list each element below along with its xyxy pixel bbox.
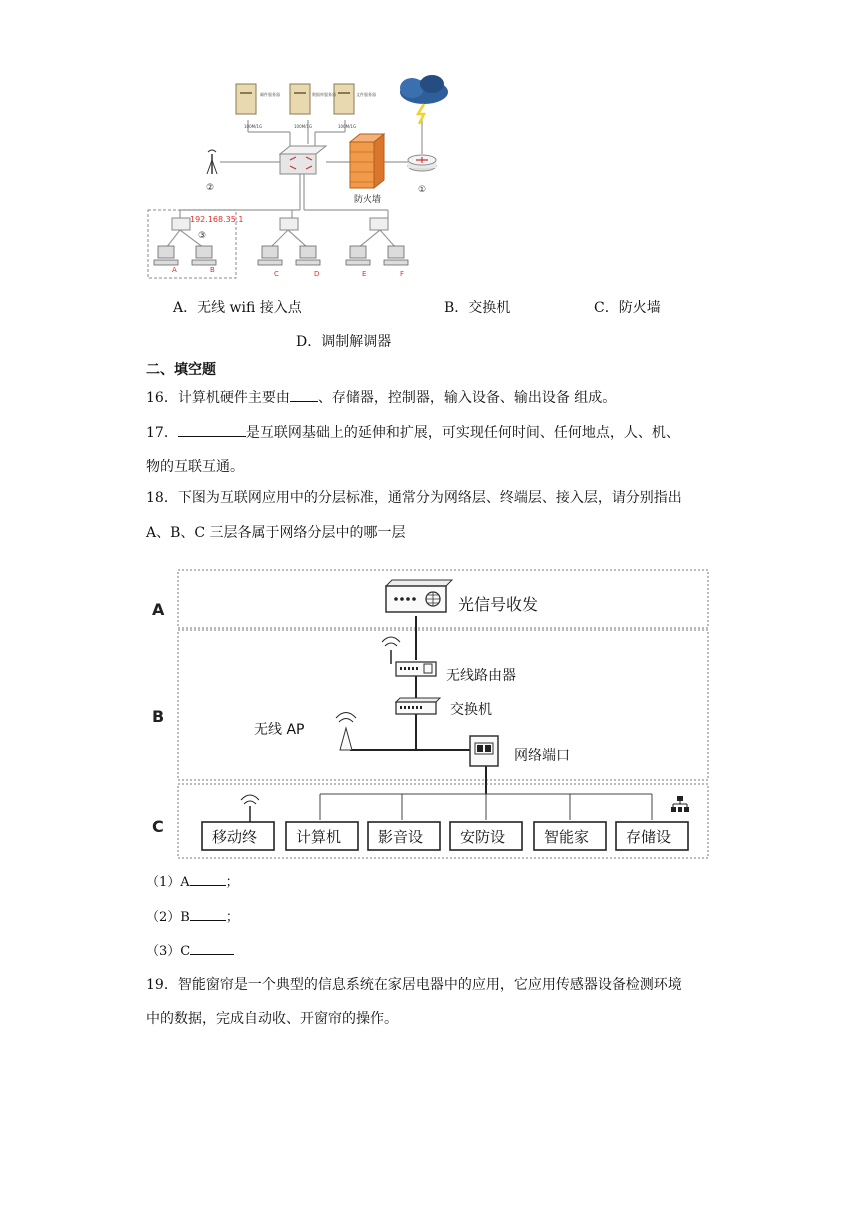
server-label-2: 数据库服务器 [312, 92, 336, 97]
answer-1-prefix: （1）A [146, 875, 190, 890]
marker-wireless: ② [206, 183, 215, 193]
question-17-line2: 物的互联互通。 [146, 459, 244, 475]
answer-3-prefix: （3）C [146, 944, 191, 959]
option-a: A．无线 wifi 接入点 [173, 300, 302, 316]
layer-diagram [140, 560, 720, 865]
optical-transceiver-icon [386, 580, 452, 612]
row-label-a: A [152, 600, 165, 619]
wireless-router-label: 无线路由器 [446, 668, 516, 684]
pc-label-e: E [362, 270, 367, 278]
question-17-line1 [146, 423, 680, 443]
ip-label: 192.168.35.1 [190, 215, 244, 224]
marker-ap: ③ [198, 231, 207, 241]
answer-3-blank[interactable] [190, 954, 234, 955]
row-label-b: B [152, 707, 165, 726]
pc-label-a: A [172, 266, 177, 274]
answer-1-blank[interactable] [190, 885, 226, 886]
server-label-1: 邮件服务器 [260, 92, 280, 97]
q17-blank[interactable] [178, 436, 246, 437]
q17-prefix: 17． [146, 425, 178, 441]
network-hierarchy-icon [671, 796, 689, 812]
server-label-3: 文件服务器 [356, 92, 376, 97]
row-label-c: C [152, 817, 164, 836]
q16-prefix: 16．计算机硬件主要由 [146, 390, 290, 406]
wireless-router-icon [382, 637, 436, 676]
cloud-icon [400, 75, 448, 104]
server-port-3: 100M/1G [338, 124, 357, 129]
question-18-line2: A、B、C 三层各属于网络分层中的哪一层 [146, 525, 406, 541]
wireless-antenna-icon [207, 150, 217, 174]
core-switch-icon [280, 146, 326, 174]
device-label-3: 影音设 [378, 828, 424, 846]
device-label-2: 计算机 [296, 828, 342, 846]
question-18-line1: 18．下图为互联网应用中的分层标准，通常分为网络层、终端层、接入层，请分别指出 [146, 490, 682, 506]
device-label-1: 移动终 [212, 828, 258, 846]
device-label-5: 智能家 [544, 828, 590, 846]
pc-icons [154, 246, 408, 265]
server-port-1: 100M/1G [244, 124, 263, 129]
option-c: C．防火墙 [594, 300, 661, 316]
question-16 [146, 388, 616, 408]
device-label-6: 存储设 [626, 828, 672, 846]
switch-label: 交换机 [450, 702, 492, 718]
firewall-label: 防火墙 [354, 195, 382, 205]
network-port-icon [470, 736, 498, 766]
option-d: D．调制解调器 [296, 334, 392, 350]
wireless-ap-label: 无线 AP [254, 722, 305, 738]
question-19-line2: 中的数据，完成自动收、开窗帘的操作。 [146, 1011, 398, 1027]
q16-blank[interactable] [290, 401, 318, 402]
optical-label: 光信号收发 [458, 595, 539, 614]
layer-b-box [178, 630, 708, 780]
network-port-label: 网络端口 [514, 748, 570, 764]
pc-label-b: B [210, 266, 215, 274]
pc-label-f: F [400, 270, 405, 278]
mobile-signal-icon [241, 795, 259, 822]
switch-icon [396, 698, 440, 714]
device-label-4: 安防设 [460, 828, 506, 846]
option-b: B．交换机 [444, 300, 511, 316]
answer-2-prefix: （2）B [146, 910, 190, 925]
answer-1 [146, 873, 239, 893]
answer-2-blank[interactable] [190, 920, 226, 921]
firewall-icon [350, 134, 384, 188]
answer-3 [146, 942, 234, 962]
marker-router: ① [418, 185, 427, 195]
router-icon [408, 155, 436, 171]
q16-suffix: 、存储器，控制器，输入设备、输出设备 组成。 [317, 390, 617, 406]
server-port-2: 100M/1G [294, 124, 313, 129]
answer-2 [146, 908, 239, 928]
answer-1-suffix: ； [225, 875, 239, 890]
section-title: 二、填空题 [146, 362, 216, 378]
pc-label-c: C [274, 270, 279, 278]
answer-2-suffix: ； [225, 910, 239, 925]
server-icons [236, 84, 354, 114]
pc-label-d: D [314, 270, 320, 278]
lightning-icon [418, 104, 424, 124]
wireless-ap-icon [336, 713, 356, 751]
q17-rest: 是互联网基础上的延伸和扩展，可实现任何时间、任何地点，人、机、 [245, 425, 680, 441]
question-19-line1: 19．智能窗帘是一个典型的信息系统在家居电器中的应用，它应用传感器设备检测环境 [146, 977, 682, 993]
network-topology-figure [140, 70, 470, 282]
